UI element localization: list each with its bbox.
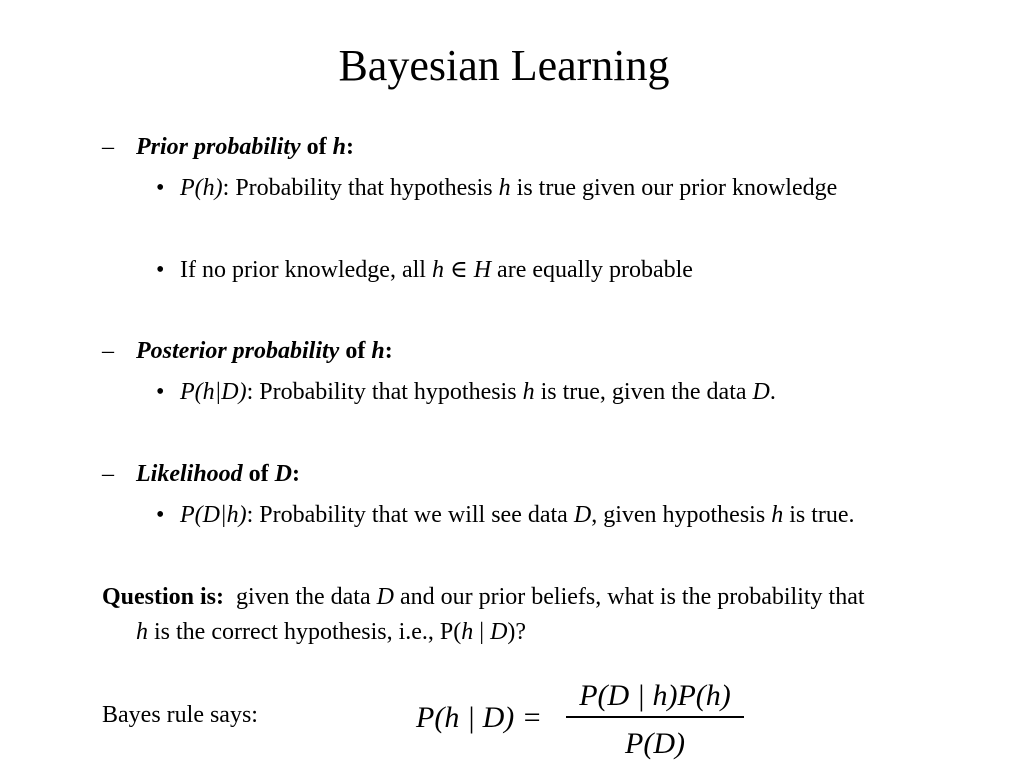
prior-bullet-2 (180, 255, 693, 285)
posterior-heading (136, 336, 393, 366)
prior-b1-text-2: is true given our prior knowledge (510, 175, 838, 201)
fraction-bar (566, 716, 744, 718)
question-var-1: D (376, 584, 394, 610)
prior-colon: : (346, 134, 355, 160)
prior-b1-symbol: P(h) (180, 175, 223, 201)
dash-bullet-posterior: – (102, 338, 114, 364)
question-var-3: h (461, 619, 474, 645)
prior-b2-var: h (431, 257, 444, 283)
formula-lhs: P(h | D) = (416, 701, 542, 734)
posterior-b1-text-2: is true, given the data (534, 379, 753, 405)
prior-b2-set: H (473, 257, 492, 283)
question-var-2: h (136, 619, 148, 645)
element-of-symbol: ∈ (443, 257, 474, 283)
posterior-colon: : (384, 338, 393, 364)
bullet-posterior-1: • (156, 379, 165, 405)
slide-title: Bayesian Learning (338, 41, 670, 90)
prior-bullet-1 (180, 173, 837, 203)
question-text-4: | (473, 619, 491, 645)
prior-heading (136, 132, 354, 162)
likelihood-var: D (274, 461, 293, 487)
likelihood-colon: : (292, 461, 301, 487)
posterior-b1-symbol: P(h|D) (180, 379, 247, 405)
likelihood-b1-text-3: is true. (783, 502, 855, 528)
question-var-4: D (490, 619, 508, 645)
likelihood-heading (136, 459, 300, 489)
likelihood-b1-var: D (573, 502, 592, 528)
dash-bullet-likelihood: – (102, 461, 114, 487)
formula-denominator: P(D) (625, 727, 685, 760)
bayes-formula (416, 674, 756, 764)
formula-numerator: P(D | h)P(h) (579, 679, 731, 712)
posterior-of: of (339, 338, 372, 364)
question-label: Question is: (102, 584, 225, 610)
question-text-1: given the data (224, 584, 377, 610)
prior-term: Prior probability (136, 134, 301, 160)
likelihood-b1-var-2: h (771, 502, 784, 528)
question-line-1 (102, 582, 865, 612)
posterior-b1-var-2: D (752, 379, 770, 405)
bullet-prior-1: • (156, 175, 165, 201)
bullet-likelihood-1: • (156, 502, 165, 528)
prior-b2-text: If no prior knowledge, all (180, 257, 432, 283)
dash-bullet-prior: – (102, 134, 114, 160)
likelihood-b1-symbol: P(D|h) (180, 502, 247, 528)
likelihood-term: Likelihood (136, 461, 243, 487)
prior-b1-text: : Probability that hypothesis (222, 175, 499, 201)
likelihood-of: of (242, 461, 275, 487)
bayes-label: Bayes rule says: (102, 702, 258, 728)
posterior-bullet-1 (180, 377, 776, 407)
question-line-2 (136, 617, 526, 647)
prior-var: h (332, 134, 347, 160)
prior-b2-text-2: are equally probable (491, 257, 693, 283)
posterior-term: Posterior probability (136, 338, 340, 364)
posterior-b1-text-3: . (769, 379, 776, 405)
question-text-5: )? (507, 619, 527, 645)
prior-of: of (300, 134, 333, 160)
posterior-b1-text: : Probability that hypothesis (246, 379, 523, 405)
likelihood-b1-text-2: , given hypothesis (591, 502, 772, 528)
bullet-prior-2: • (156, 257, 165, 283)
posterior-var: h (371, 338, 385, 364)
prior-b1-var: h (498, 175, 511, 201)
question-text-3: is the correct hypothesis, i.e., P( (148, 619, 462, 645)
posterior-b1-var: h (522, 379, 535, 405)
question-text-2: and our prior beliefs, what is the probability that (393, 584, 865, 610)
likelihood-bullet-1 (180, 500, 855, 530)
likelihood-b1-text: : Probability that we will see data (246, 502, 574, 528)
